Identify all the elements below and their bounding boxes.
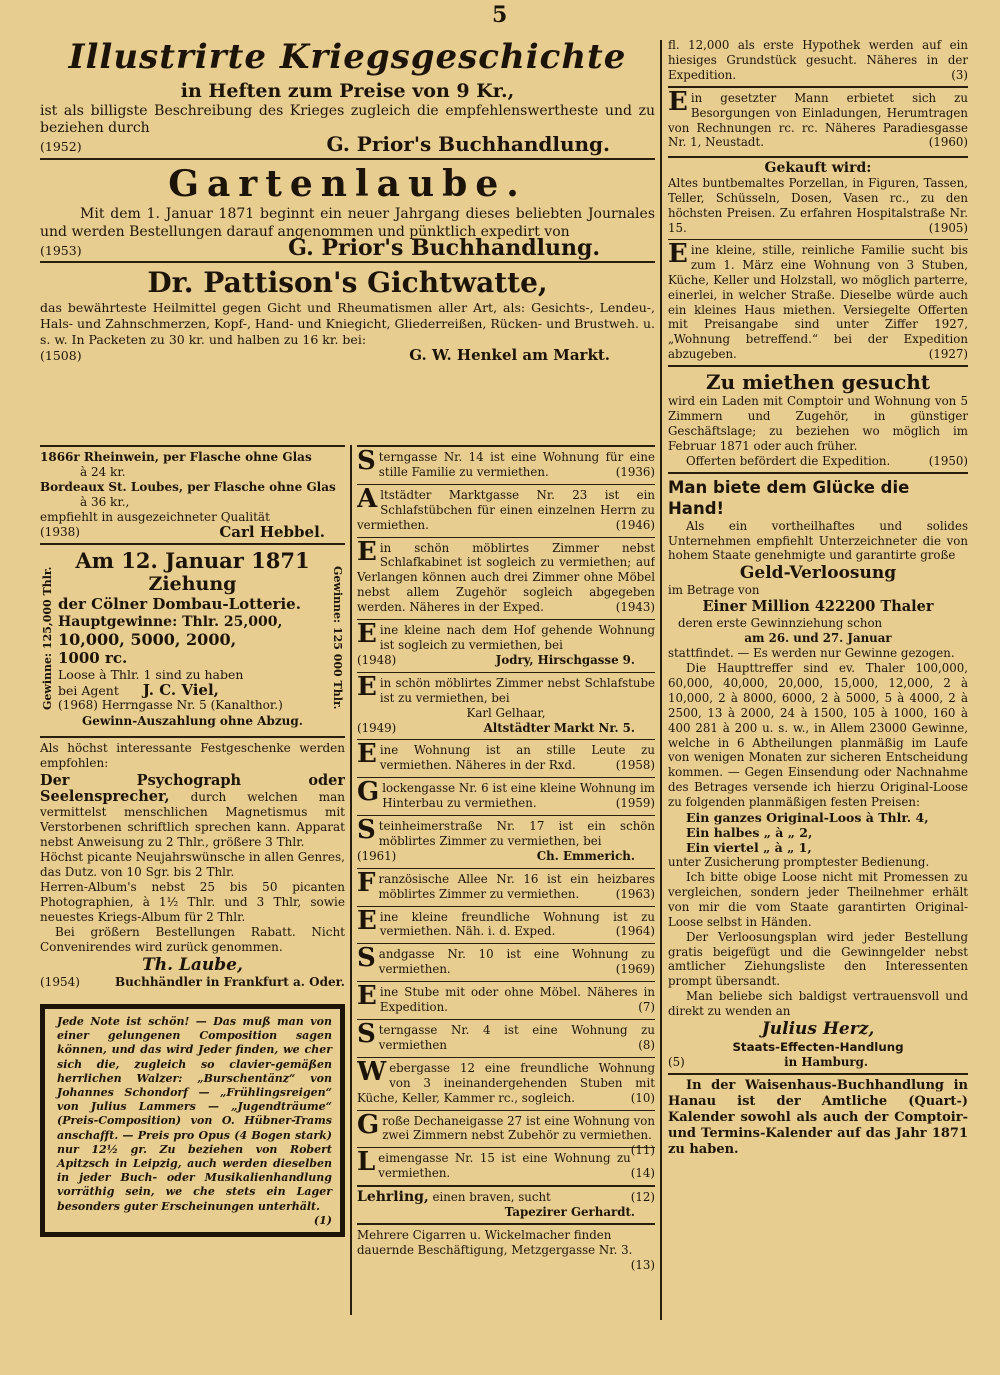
cigarren-text: Mehrere Cigarren u. Wickelmacher finden dauernde Beschäftigung, Metzgergasse Nr. 3. [357,1227,633,1257]
lehrling-text: einen braven, sucht [432,1190,551,1205]
divider [668,156,968,158]
drop-cap: G [357,1109,380,1140]
ad-number: (1936) [615,464,655,479]
divider [357,943,655,944]
drop-cap: E [357,739,377,770]
herz-bitte: Ich bitte obige Loose nicht mit Promessen zu vergleichen, sondern jeder Theilnehmer erhält von mir die vom Staate garantirten Original-Loose selbst in Händen. [668,869,968,929]
lotterie-ad [40,548,345,733]
divider [357,868,655,869]
ad-number: (1950) [928,453,968,468]
divider [357,1185,655,1187]
divider [668,86,968,88]
divider [357,1057,655,1058]
divider [357,815,655,816]
herz-ad [668,477,968,1070]
familie-text: ine kleine, stille, reinliche Familie sucht bis zum 1. März eine Wohnung von 3 Stuben, Küche, Keller und Holzstall, wo möglich parterre, einerlei, in welcher Straße. Dieselbe würde auch ein kleines Haus miethen. Versiegelte Offerten mit Preisangabe sind unter Ziffer 1927, „Wohnung betreffend.“ bei der Expedition abzugeben. [668,242,968,362]
divider [357,1110,655,1111]
drop-cap: F [357,867,376,898]
ad-number: (1905) [928,220,968,235]
middle-column [357,445,655,1325]
drop-cap: E [357,981,377,1012]
price-whole: Ein ganzes Original-Loos à Thlr. 4, [686,810,929,826]
ad-number: (1969) [615,962,655,977]
firm-name: Julius Herz, [761,1019,875,1040]
ad-number: (1938) [40,525,80,539]
herz-firm2: Staats-Effecten-Handlung [732,1040,904,1055]
laube-intro: Als höchst interessante Festgeschenke werden empfohlen: [40,741,345,770]
divider [668,472,968,474]
ad-text: ine kleine nach dem Hof gehende Wohnung ist sogleich zu vermiethen, bei [379,623,655,652]
ad-text: terngasse Nr. 4 ist eine Wohnung zu vermiethen [378,1023,655,1052]
divider [40,543,345,545]
firm-name: Th. Laube, [142,955,243,975]
ad-text: ine kleine freundliche Wohnung ist zu vermiethen. Näh. i. d. Exped. [379,909,655,939]
ad-signature: Jodry, Hirschgasse 9. [495,652,635,667]
wein-line2: Bordeaux St. Loubes, per Flasche ohne Glas [40,480,336,494]
ad-number: (1958) [615,758,655,773]
gekauft-title: Gekauft wird: [764,160,872,177]
herz-treffer: Die Haupttreffer sind ev. Thaler 100,000, 60,000, 40,000, 20,000, 15,000, 12,000, 2 à 10,000, 2 à 8000, 6000, 2 à 5000, 5 à 4000, 2 à 2500, 13 à 2000, 24 à 1500, 105 à 1000, 160 à 400 281 à 200 u. s. w., in Allem 23000 Gewinne, welche in 6 Abtheilungen planmäßig im Laufe von wenigen Monaten zur sicheren Entscheidung kommen. — Gegen Einsendung oder Nachnahme des Betrages versende ich hierzu Original-Loose zu folgenden planmäßigen festen Preisen: [668,661,968,810]
top-section [40,35,655,445]
laden-text: wird ein Laden mit Comptoir und Wohnung von 5 Zimmern und Zugehör, in günstiger Geschäftslage; zu beziehen wo möglich im Februar 1871 oder auch früher. [668,394,968,453]
ad-text: ebergasse 12 eine freundliche Wohnung von 3 ineinandergehenden Stuben mit Küche, Keller, Kammer rc., sogleich. [357,1060,655,1105]
laden-ad [668,370,968,469]
herz-intro: Als ein vortheilhaftes und solides Unternehmen empfiehlt Unterzeichneter die von hohem Staate genehmigte und garantirte große [668,518,968,563]
lotterie-payout: Gewinn-Auszahlung ohne Abzug. [82,713,303,728]
lehrling-ad [357,1190,655,1220]
ad-number: (8) [638,1037,655,1052]
hypothek-text: fl. 12,000 als erste Hypothek werden auf ein hiesiges Grundstück gesucht. Näheres in der Expedition. [668,38,968,82]
wohnung-ad [357,867,655,902]
ad-number: (1948) [357,652,397,667]
ad-number: (1968) [58,698,98,712]
laden-sig: Offerten befördert die Expedition. [686,453,891,468]
price-quarter: Ein viertel „ à „ 1, [686,840,812,856]
drop-cap: E [357,671,377,702]
column-rule [350,445,352,1315]
ad-text: eimengasse Nr. 15 ist eine Wohnung zu vermiethen. [378,1151,631,1181]
drop-cap: E [357,619,377,650]
herz-title: Man biete dem Glücke die Hand! [668,477,910,518]
wohnung-ad [357,619,655,668]
lotterie-prizes: 10,000, 5000, 2000, [58,630,237,649]
hypothek-ad [668,38,968,83]
ad-text: in schön möblirtes Zimmer nebst Schlafstube ist zu vermiethen, bei [379,675,655,705]
divider [357,906,655,907]
cigarren-ad [357,1227,655,1272]
laube-place: Buchhändler in Frankfurt a. Oder. [114,975,345,989]
ad-number: (1943) [615,600,655,615]
laden-title: Zu miethen gesucht [705,370,931,395]
wohnung-ad [357,739,655,773]
lotterie-loose: Loose à Thlr. 1 sind zu haben [58,667,244,682]
familie-ad [668,238,968,362]
herz-beliebe: Man beliebe sich baldigst vertrauensvoll und direkt zu wenden an [668,989,968,1019]
herz-verloosung: Geld-Verloosung [739,563,897,584]
drop-cap: A [357,483,378,514]
ad-number: (1959) [615,796,655,811]
ad-number: (5) [668,1054,685,1069]
divider [357,1223,655,1225]
wein-ad [40,450,345,540]
price-half: Ein halbes „ à „ 2, [686,825,813,841]
lotterie-agent-pre: bei Agent [58,682,119,698]
laube-ad [40,741,345,990]
ad-number: (13) [630,1257,655,1272]
wohnung-ad [357,981,655,1015]
divider [357,537,655,538]
ad-signature: Ch. Emmerich. [536,848,635,863]
drop-cap: S [357,943,376,974]
ad-signature: Altstädter Markt Nr. 5. [483,720,635,735]
column-rule [660,40,662,1320]
wein-line1: 1866r Rheinwein, per Flasche ohne Glas [40,450,312,464]
firm-name: Tapezirer Gerhardt. [504,1205,635,1220]
gartenlaube-title: Gartenlaube. [168,162,527,205]
lotterie-date: Am 12. Januar 1871 [75,548,310,573]
ad-number: (1952) [40,139,82,154]
ad-text: ltstädter Marktgasse Nr. 23 ist ein Schlafstübchen für einen einzelnen Herrn zu vermiethen. [357,487,655,532]
drop-cap: W [357,1056,387,1087]
left-column [40,445,345,1325]
ad-number: (10) [630,1090,655,1105]
divider [668,239,968,240]
firm-name: G. W. Henkel am Markt. [409,346,610,364]
wohnung-ad [357,1056,655,1106]
ad-text: lockengasse Nr. 6 ist eine kleine Wohnung im Hinterbau zu vermiethen. [382,781,655,811]
ad-number: (11) [630,1143,655,1158]
herz-million: Einer Million 422200 Thaler [702,598,934,616]
drop-cap: E [668,238,688,269]
lotterie-name: der Cölner Dombau-Lotterie. [58,595,301,613]
ad-number: (1508) [40,348,82,363]
wohnung-ad [357,777,655,811]
ad-text: ine Stube mit oder ohne Möbel. Näheres in Expedition. [379,985,655,1015]
kriegsgeschichte-title: Illustrirte Kriegsgeschichte [68,37,627,77]
ad-text: ine Wohnung ist an stille Leute zu vermiethen. Näheres in der Rxd. [379,743,655,773]
ad-number: (1927) [928,347,968,362]
gekauft-ad [668,161,968,236]
divider [40,261,655,263]
wohnung-ad [357,1109,655,1158]
ad-number: (1946) [615,517,655,532]
drop-cap: S [357,1019,376,1049]
drop-cap: S [357,446,376,476]
divider [357,1019,655,1020]
psychograph-title: Der Psychograph oder Seelensprecher, [40,772,345,805]
kalender-text: In der Waisenhaus-Buchhandlung in Hanau ist der Amtliche (Quart-) Kalender sowohl als auch der Comptoir- und Termins-Kalender auf das Jahr 1871 zu haben. [668,1077,968,1157]
lotterie-side-left: Gewinne: 125,000 Thlr. [41,566,54,710]
divider [668,365,968,367]
ad-text: andgasse Nr. 10 ist eine Wohnung zu vermiethen. [378,947,655,977]
lotterie-prizes2: 1000 rc. [58,649,128,667]
pattison-title: Dr. Pattison's Gichtwatte, [147,266,548,299]
divider [357,739,655,740]
drop-cap: S [357,815,376,846]
herz-date: am 26. und 27. Januar [744,631,892,646]
wohnung-ad [357,1019,655,1053]
ad-number: (1953) [40,242,82,258]
lehrling-title: Lehrling, [357,1189,429,1206]
right-column [668,38,968,1328]
kriegsgeschichte-body: ist als billigste Beschreibung des Krieges zugleich die empfehlenswertheste und zu beziehen durch [40,103,655,136]
ad-number: (7) [638,1000,655,1015]
divider [357,777,655,778]
divider [40,736,345,738]
divider [40,158,655,160]
ad-number: (1) [313,1213,332,1227]
wein-line3: empfiehlt in ausgezeichneter Qualität [40,510,270,524]
wohnung-ad [357,483,655,533]
wein-price2: à 36 kr., [80,495,130,509]
drop-cap: L [357,1147,376,1178]
divider [357,672,655,673]
firm-name: Carl Hebbel. [219,523,325,541]
wohnung-ad [357,815,655,864]
mann-ad [668,86,968,151]
herz-statt: stattfindet. — Es werden nur Gewinne gezogen. [668,646,955,661]
herz-zusich: unter Zusicherung promptester Bedienung. [668,855,930,870]
ad-number: (12) [630,1190,655,1205]
ad-number: (1949) [357,720,397,735]
divider [357,484,655,485]
ad-number: (1964) [615,924,655,939]
ad-number: (1960) [928,135,968,150]
divider [668,1073,968,1075]
divider [357,981,655,982]
firm-name: G. Prior's Buchhandlung. [288,234,600,261]
divider [357,1147,655,1148]
page-number: 5 [492,2,508,28]
divider [357,619,655,620]
ad-number: (1963) [615,886,655,901]
laube-note: Bei größern Bestellungen Rabatt. Nicht Convenirendes wird zurück genommen. [40,925,345,954]
gekauft-text: Altes buntbemaltes Porzellan, in Figuren, Tassen, Teller, Schüsseln, Dosen, Vasen rc., zu den höchsten Preisen. Zu erfahren Hospitalstraße Nr. 15. [668,176,968,235]
kriegsgeschichte-subtitle: in Heften zum Preise von 9 Kr., [180,80,515,102]
note-box-text: Jede Note ist schön! — Das muß man von einer gelungenen Composition sagen können, und das wird Jeder finden, we cher sich die, zugleich so clavier-gemäßen herrlichen Walzer: „Burschentänz“ von Johannes Schondorf — „Frühlingsreigen“ von Julius Lammers — „Jugendträume“ (Preis-Composition) von O. Hübner-Trams anschafft. — Preis pro Opus (4 Bogen stark) nur 12½ gr. Zu beziehen von Robert Apitzsch in Leipzig, auch werden dieselben in jeder Buch- oder Musikalienhandlung vorräthig sein, we che stets ein Lager besonders guter Erscheinungen unterhält. [57,1015,332,1213]
drop-cap: E [357,905,377,936]
ad-text: teinheimerstraße Nr. 17 ist ein schön möblirtes Zimmer zu vermiethen, bei [378,819,655,848]
wohnung-ad [357,446,655,480]
lotterie-side-right: Gewinne: 125 000 Thlr. [331,566,344,710]
pattison-body: das bewährteste Heilmittel gegen Gicht und Rheumatismen aller Art, als: Gesichts-, Lendeu-, Hals- und Zahnschmerzen, Kopf-, Hand- und Kniegicht, Gliederreißen, Rücken- und Brustweh. u. s. w. In Packeten zu 30 kr. und halben zu 16 kr. bei: [40,300,655,347]
wohnung-ad [357,536,655,616]
wohnung-ad [357,943,655,977]
wein-price1: à 24 kr. [80,465,126,479]
ad-text: ranzösische Allee Nr. 16 ist ein heizbares möblirtes Zimmer zu vermiethen. [378,871,655,901]
wohnung-ad [357,671,655,736]
mann-text: in gesetzter Mann erbietet sich zu Besorgungen von Einladungen, Herumtragen von Rechnungen rc. rc. Näheres Paradiesgasse Nr. 1, Neustadt. [668,90,968,150]
firm-name: G. Prior's Buchhandlung. [326,132,610,156]
herz-erste: deren erste Gewinnziehung schon [678,616,883,631]
lotterie-ziehung: Ziehung [148,573,237,595]
drop-cap: E [668,86,688,117]
divider [357,445,655,447]
note-box [40,1004,345,1237]
ad-number: (3) [951,67,968,82]
ad-signature: Karl Gelhaar, [466,705,546,720]
wohnung-ad [357,905,655,940]
herren-album-text: Herren-Album's nebst 25 bis 50 picanten Photographien, à 1½ Thlr. und 3 Thlr, sowie neuestes Kriegs-Album für 2 Thlr. [40,880,345,924]
ad-number: (14) [630,1166,655,1181]
ad-text: in schön möblirtes Zimmer nebst Schlafkabinet ist sogleich zu vermiethen; auf Verlangen können auch drei Zimmer ohne Möbel nebst allem Zugehör sogleich abgegeben werden. Näheres in der Exped. [357,540,655,615]
lotterie-agent: J. C. Viel, [142,680,219,699]
drop-cap: G [357,777,380,808]
divider [40,445,345,447]
gartenlaube-body: Mit dem 1. Januar 1871 beginnt ein neuer Jahrgang dieses beliebten Journales und werden Bestellungen darauf angenommen und pünktlich expedirt von [40,205,655,240]
neujahr-text: Höchst picante Neujahrswünsche in allen Genres, das Dutz. von 10 Sgr. bis 2 Thlr. [40,850,345,879]
ad-text: terngasse Nr. 14 ist eine Wohnung für eine stille Familie zu vermiethen. [378,450,655,479]
ad-text: roße Dechaneigasse 27 ist eine Wohnung von zwei Zimmern nebst Zubehör zu vermiethen. [382,1113,655,1143]
lotterie-haupt: Hauptgewinne: Thlr. 25,000, [58,614,283,630]
ad-number: (1961) [357,848,397,863]
herz-plan: Der Verloosungsplan wird jeder Bestellung gratis beigefügt und die Gewinngelder nebst amtlicher Ziehungsliste den Interessenten prompt übersandt. [668,929,968,989]
lotterie-addr: Herrngasse Nr. 5 (Kanalthor.) [101,698,283,712]
psychograph-body: durch welchen man vermittelst menschlichen Magnetismus mit Verstorbenen schriftlich sprechen kann. Apparat nebst Anweisung zu 2 Thlr., größere 3 Thlr. [40,790,345,849]
ad-number: (1954) [40,975,80,989]
herz-betrag: im Betrage von [668,583,760,598]
drop-cap: E [357,536,377,567]
herz-city: in Hamburg. [784,1054,868,1069]
